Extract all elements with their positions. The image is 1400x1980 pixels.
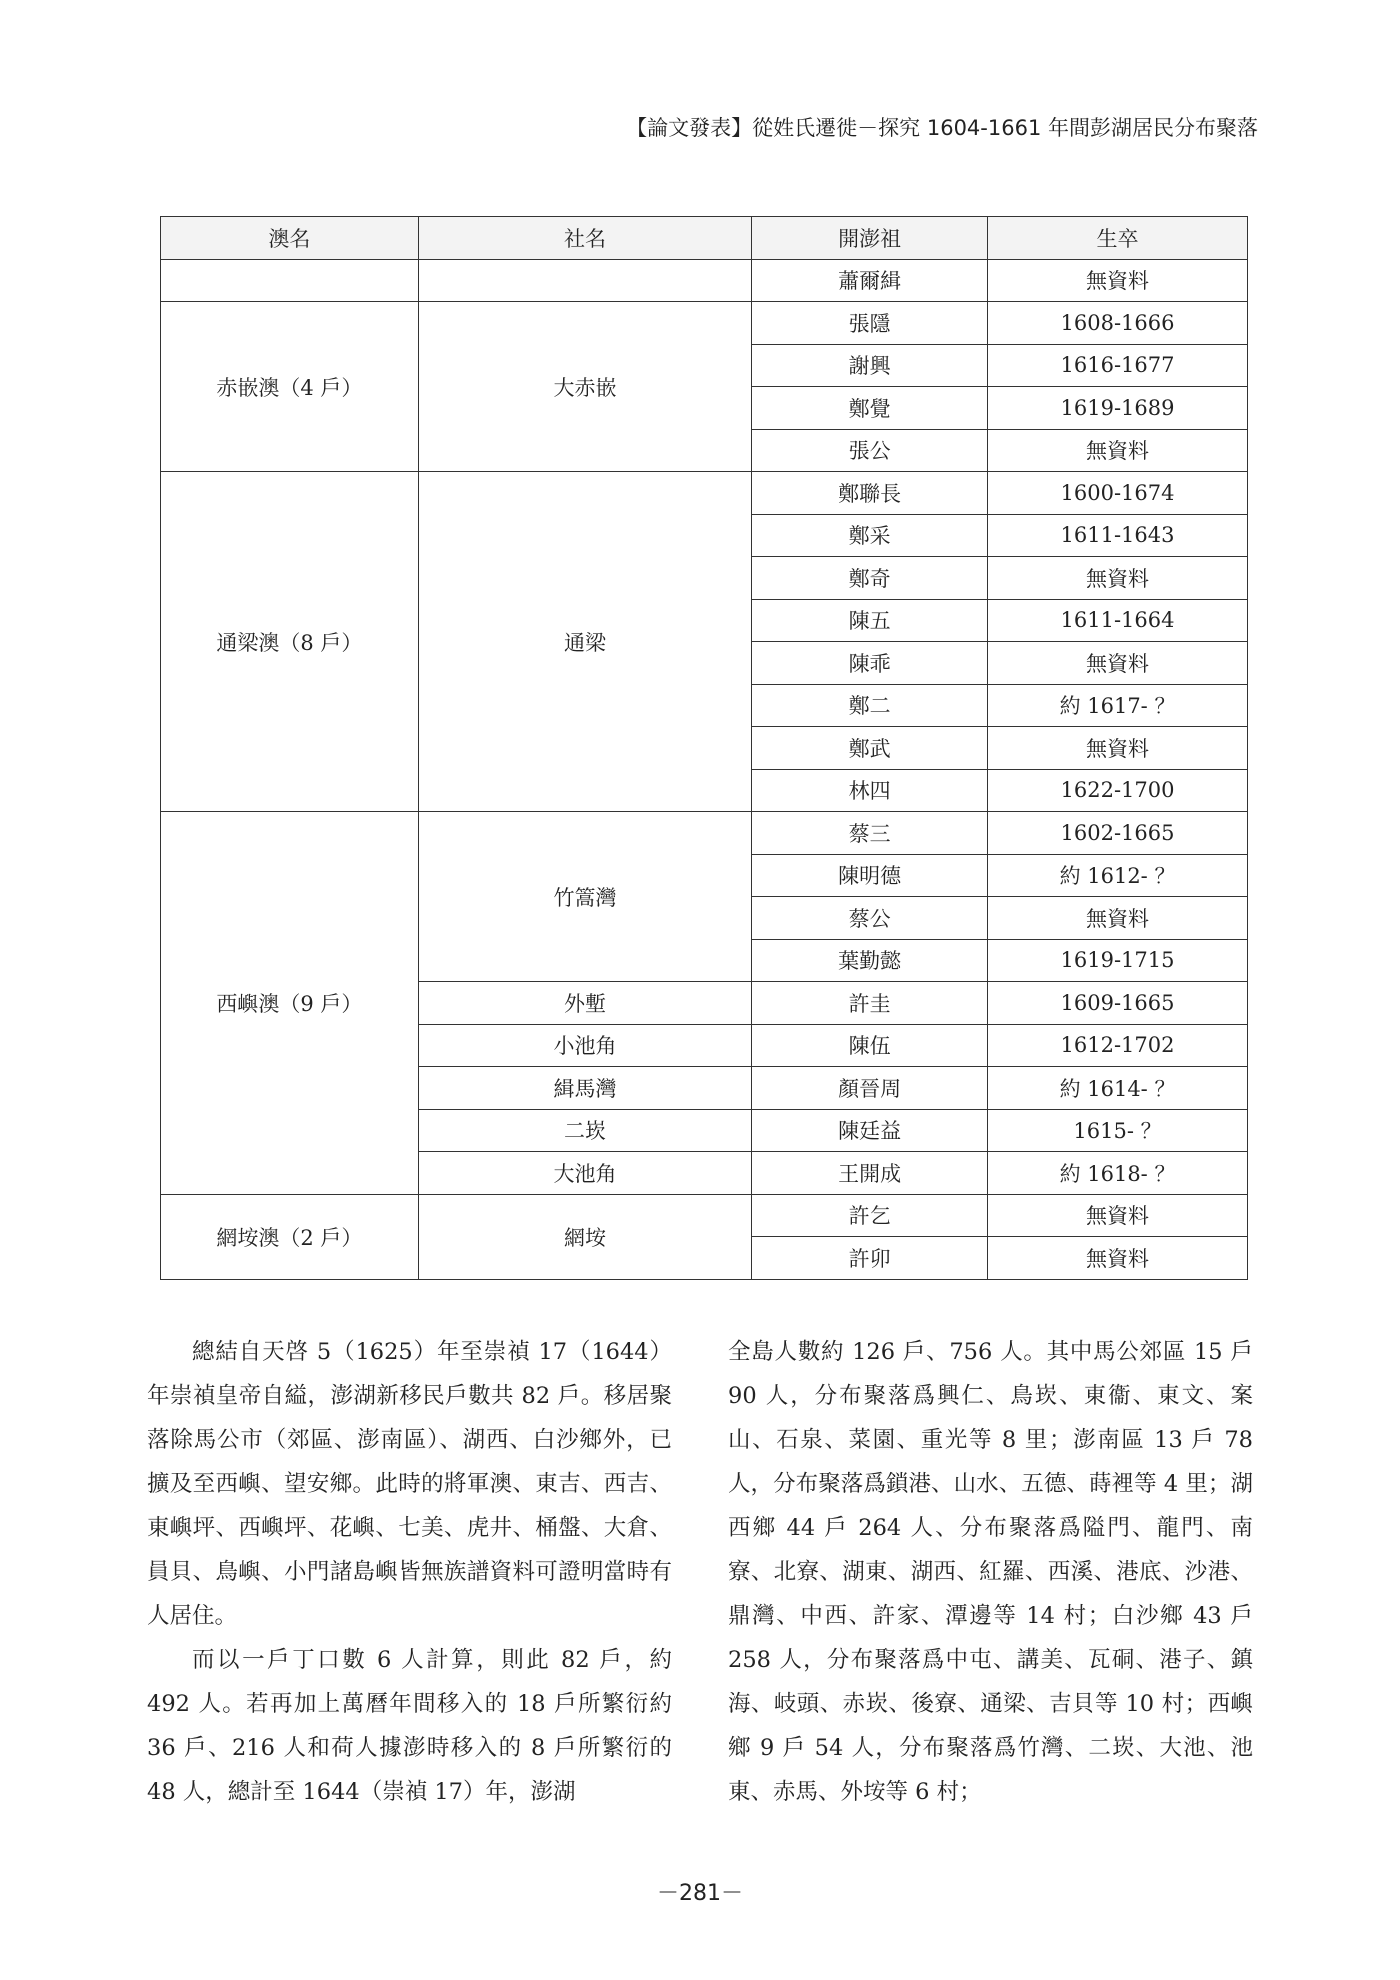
lifespan-cell: 無資料 bbox=[988, 429, 1248, 472]
lifespan-cell: 無資料 bbox=[988, 727, 1248, 770]
settler-table bbox=[160, 216, 1248, 1280]
founder-cell: 鄭二 bbox=[752, 684, 988, 727]
she-cell: 小池角 bbox=[418, 1024, 751, 1067]
paragraph: 總結自天啓 5（1625）年至崇禎 17（1644）年崇禎皇帝自縊，澎湖新移民戶數共 82 戶。移居聚落除馬公市（郊區、澎南區）、湖西、白沙鄉外，已擴及至西嶼、望安鄉。此時的將軍澳、東吉、西吉、東嶼坪、西嶼坪、花嶼、七美、虎井、桶盤、大倉、員貝、鳥嶼、小門諸島嶼皆無族譜資料可證明當時有人居住。 bbox=[147, 1339, 672, 1629]
body-right-column bbox=[728, 1330, 1253, 1814]
table-row bbox=[161, 302, 1248, 345]
paragraph: 而以一戶丁口數 6 人計算，則此 82 戶，約 492 人。若再加上萬曆年間移入的 18 戶所繁衍約 36 戶、216 人和荷人據澎時移入的 8 戶所繁衍的 48 人，總計至 1644（崇禎 17）年，澎湖 bbox=[147, 1647, 672, 1805]
ao-cell: 網垵澳（2 戶） bbox=[161, 1194, 419, 1279]
table-row bbox=[161, 812, 1248, 855]
table-header-row bbox=[161, 217, 1248, 260]
founder-cell: 葉勤懿 bbox=[752, 939, 988, 982]
founder-cell: 蕭爾緝 bbox=[752, 259, 988, 302]
founder-cell: 謝興 bbox=[752, 344, 988, 387]
column-header-founder: 開澎祖 bbox=[752, 217, 988, 260]
table-body bbox=[161, 259, 1248, 1279]
lifespan-cell: 1619-1689 bbox=[988, 387, 1248, 430]
founder-cell: 張公 bbox=[752, 429, 988, 472]
body-left-column bbox=[147, 1330, 672, 1814]
lifespan-cell: 無資料 bbox=[988, 1194, 1248, 1237]
founder-cell: 鄭武 bbox=[752, 727, 988, 770]
she-cell: 大池角 bbox=[418, 1152, 751, 1195]
founder-cell: 張隱 bbox=[752, 302, 988, 345]
lifespan-cell: 1616-1677 bbox=[988, 344, 1248, 387]
founder-cell: 陳伍 bbox=[752, 1024, 988, 1067]
lifespan-cell: 1615- ？ bbox=[988, 1109, 1248, 1152]
founder-cell: 陳明德 bbox=[752, 854, 988, 897]
she-cell bbox=[418, 259, 751, 302]
lifespan-cell: 1622-1700 bbox=[988, 769, 1248, 812]
she-cell: 竹篙灣 bbox=[418, 812, 751, 982]
founder-cell: 許卯 bbox=[752, 1237, 988, 1280]
founder-cell: 王開成 bbox=[752, 1152, 988, 1195]
founder-cell: 陳乖 bbox=[752, 642, 988, 685]
column-header-she: 社名 bbox=[418, 217, 751, 260]
she-cell: 大赤嵌 bbox=[418, 302, 751, 472]
running-header: 【論文發表】從姓氏遷徙－探究 1604-1661 年間彭湖居民分布聚落 bbox=[626, 116, 1258, 140]
lifespan-cell: 無資料 bbox=[988, 259, 1248, 302]
founder-cell: 蔡公 bbox=[752, 897, 988, 940]
column-header-ao: 澳名 bbox=[161, 217, 419, 260]
she-cell: 通梁 bbox=[418, 472, 751, 812]
lifespan-cell: 1611-1664 bbox=[988, 599, 1248, 642]
founder-cell: 顏晉周 bbox=[752, 1067, 988, 1110]
column-header-lifespan: 生卒 bbox=[988, 217, 1248, 260]
lifespan-cell: 1609-1665 bbox=[988, 982, 1248, 1025]
ao-cell: 通梁澳（8 戶） bbox=[161, 472, 419, 812]
lifespan-cell: 約 1612- ？ bbox=[988, 854, 1248, 897]
ao-cell: 西嶼澳（9 戶） bbox=[161, 812, 419, 1195]
founder-cell: 鄭奇 bbox=[752, 557, 988, 600]
founder-cell: 許圭 bbox=[752, 982, 988, 1025]
she-cell: 外塹 bbox=[418, 982, 751, 1025]
lifespan-cell: 無資料 bbox=[988, 897, 1248, 940]
lifespan-cell: 無資料 bbox=[988, 557, 1248, 600]
lifespan-cell: 1600-1674 bbox=[988, 472, 1248, 515]
lifespan-cell: 無資料 bbox=[988, 642, 1248, 685]
lifespan-cell: 無資料 bbox=[988, 1237, 1248, 1280]
ao-cell bbox=[161, 259, 419, 302]
lifespan-cell: 約 1614- ？ bbox=[988, 1067, 1248, 1110]
lifespan-cell: 1608-1666 bbox=[988, 302, 1248, 345]
founder-cell: 鄭采 bbox=[752, 514, 988, 557]
founder-cell: 許乞 bbox=[752, 1194, 988, 1237]
table-row bbox=[161, 1194, 1248, 1237]
lifespan-cell: 約 1617- ？ bbox=[988, 684, 1248, 727]
founder-cell: 陳五 bbox=[752, 599, 988, 642]
she-cell: 緝馬灣 bbox=[418, 1067, 751, 1110]
founder-cell: 蔡三 bbox=[752, 812, 988, 855]
founder-cell: 鄭聯長 bbox=[752, 472, 988, 515]
lifespan-cell: 1612-1702 bbox=[988, 1024, 1248, 1067]
table-row bbox=[161, 472, 1248, 515]
lifespan-cell: 1602-1665 bbox=[988, 812, 1248, 855]
table-row bbox=[161, 259, 1248, 302]
founder-cell: 鄭覺 bbox=[752, 387, 988, 430]
founder-cell: 陳廷益 bbox=[752, 1109, 988, 1152]
she-cell: 二崁 bbox=[418, 1109, 751, 1152]
ao-cell: 赤嵌澳（4 戶） bbox=[161, 302, 419, 472]
lifespan-cell: 約 1618- ？ bbox=[988, 1152, 1248, 1195]
she-cell: 網垵 bbox=[418, 1194, 751, 1279]
lifespan-cell: 1619-1715 bbox=[988, 939, 1248, 982]
paragraph: 全島人數約 126 戶、756 人。其中馬公郊區 15 戶 90 人，分布聚落爲興仁、鳥崁、東衞、東文、案山、石泉、菜園、重光等 8 里；澎南區 13 戶 78 人，分布聚落爲鎖港、山水、五德、蒔裡等 4 里；湖西鄉 44 戶 264 人、分布聚落爲隘門、龍門、南寮、北寮、湖東、湖西、紅羅、西溪、港底、沙港、鼎灣、中西、許家、潭邊等 14 村；白沙鄉 43 戶 258 人，分布聚落爲中屯、講美、瓦硐、港子、鎮海、岐頭、赤崁、後寮、通梁、吉貝等 10 村；西嶼鄉 9 戶 54 人，分布聚落爲竹灣、二崁、大池、池東、赤馬、外垵等 6 村； bbox=[728, 1339, 1253, 1805]
founder-cell: 林四 bbox=[752, 769, 988, 812]
page-number: －281－ bbox=[657, 1881, 743, 1906]
lifespan-cell: 1611-1643 bbox=[988, 514, 1248, 557]
